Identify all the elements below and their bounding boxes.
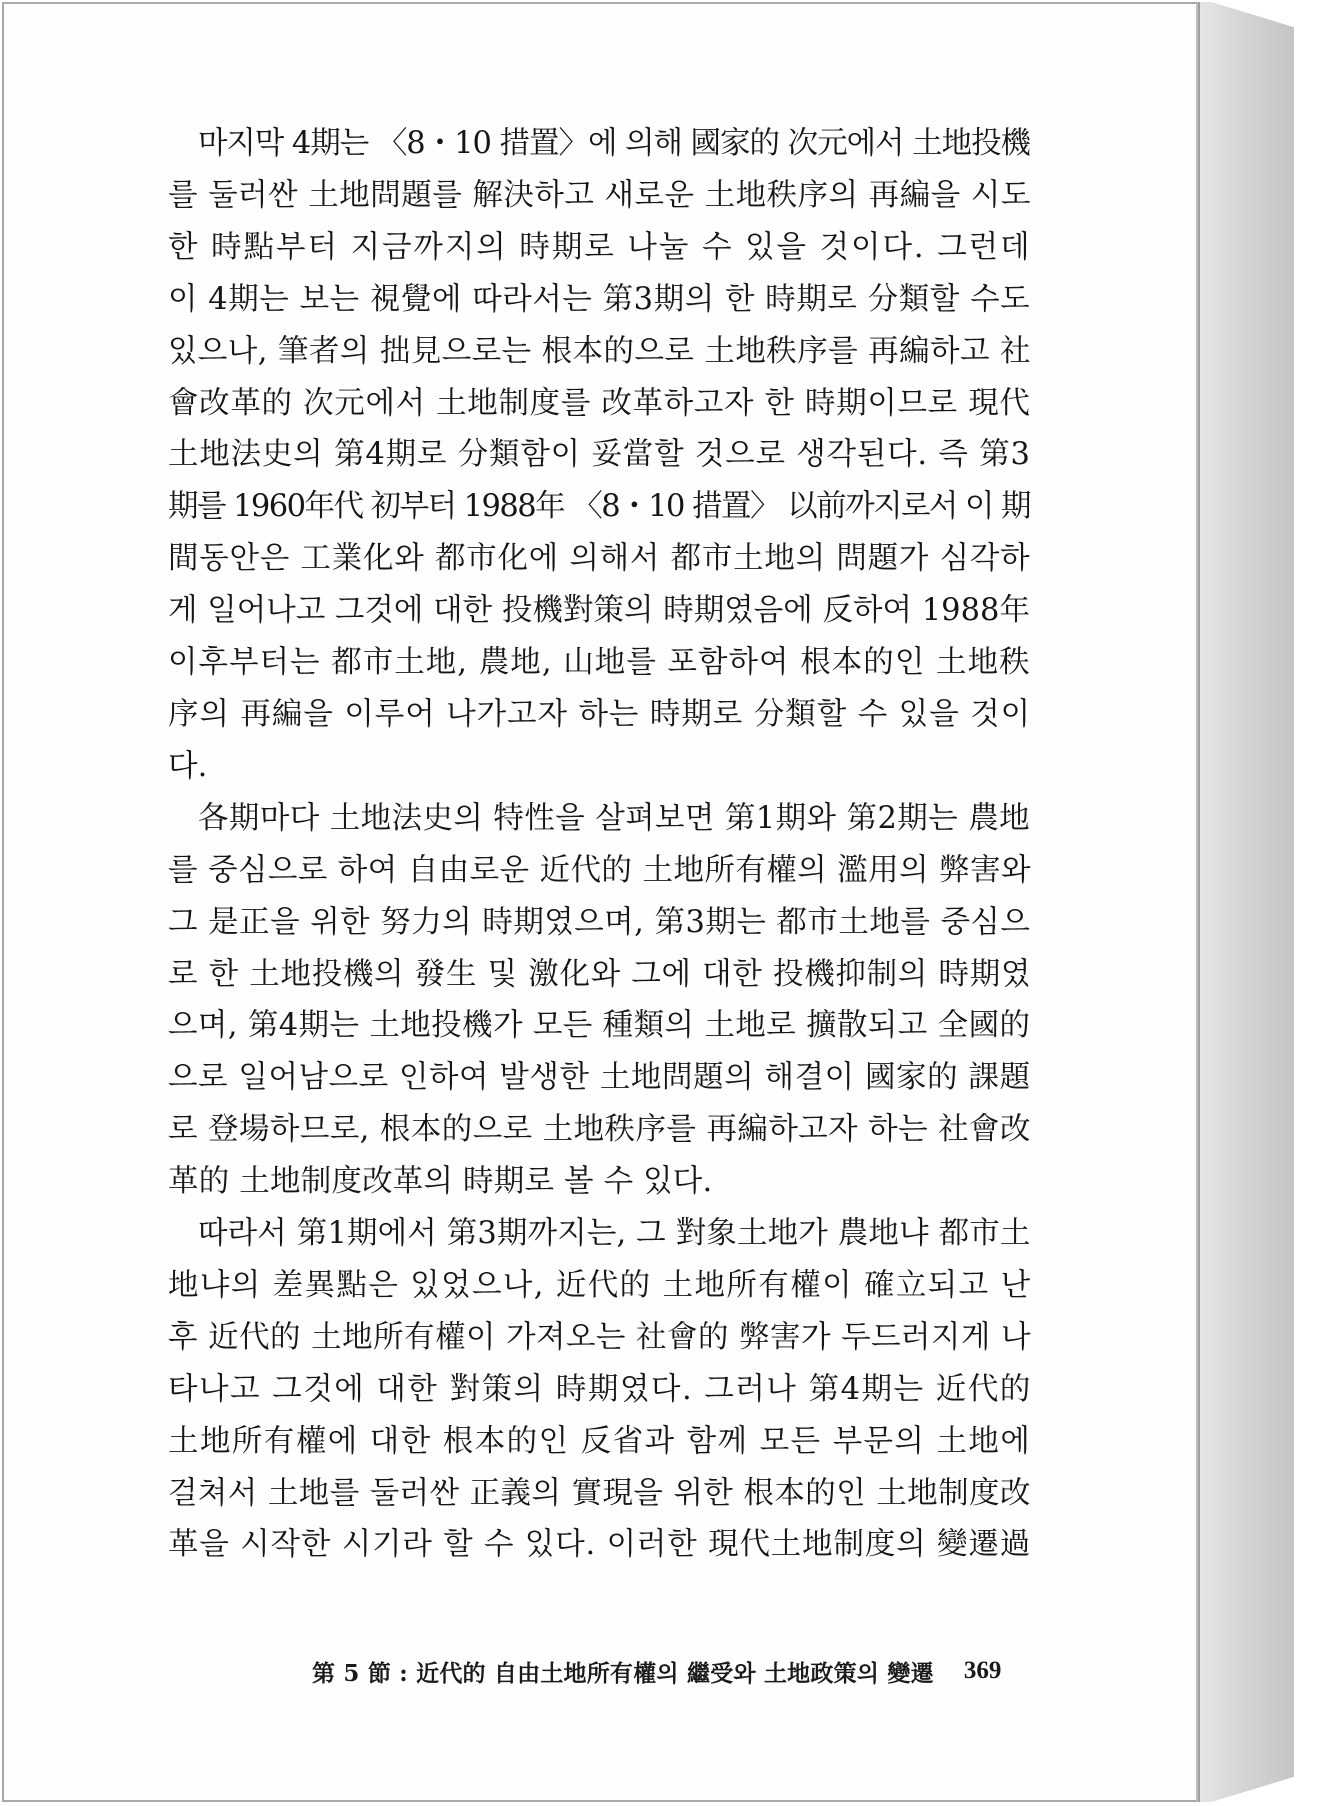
text-line: 게 일어나고 그것에 대한 投機對策의 時期였음에 反하여 1988年 — [168, 593, 1030, 629]
text-line: 타나고 그것에 대한 對策의 時期였다. 그러나 第4期는 近代的 — [168, 1371, 1032, 1407]
page-footer — [312, 1651, 1012, 1691]
page-edge-line — [1198, 2, 1200, 1802]
text-line: 를 중심으로 하여 自由로운 近代的 土地所有權의 濫用의 弊害와 — [168, 852, 1031, 888]
text-line: 마지막 4期는 〈8・10 措置〉에 의해 國家的 次元에서 土地投機 — [198, 126, 1030, 161]
text-line: 한 時點부터 지금까지의 時期로 나눌 수 있을 것이다. 그런데 — [168, 229, 1032, 265]
text-line: 다. — [168, 748, 208, 784]
text-line: 후 近代的 土地所有權이 가져오는 社會的 弊害가 두드러지게 나 — [168, 1319, 1031, 1355]
text-line: 革을 시작한 시기라 할 수 있다. 이러한 現代土地制度의 變遷過 — [168, 1527, 1032, 1563]
text-line: 그 是正을 위한 努力의 時期였으며, 第3期는 都市土地를 중심으 — [168, 904, 1031, 940]
text-line: 이 4期는 보는 視覺에 따라서는 第3期의 한 時期로 分類할 수도 — [168, 281, 1031, 317]
text-line: 으로 일어남으로 인하여 발생한 土地問題의 해결이 國家的 課題 — [168, 1060, 1031, 1096]
paragraph-2 — [168, 793, 1030, 1208]
text-line: 期를 1960年代 初부터 1988年 〈8・10 措置〉 以前까지로서 이 期 — [168, 489, 1030, 525]
text-line: 를 둘러싼 土地問題를 解決하고 새로운 土地秩序의 再編을 시도 — [168, 177, 1031, 213]
text-line: 各期마다 土地法史의 特性을 살펴보면 第1期와 第2期는 農地 — [198, 800, 1031, 836]
text-line: 있으나, 筆者의 拙見으로는 根本的으로 土地秩序를 再編하고 社 — [168, 333, 1031, 369]
text-line: 따라서 第1期에서 第3期까지는, 그 對象土地가 農地냐 都市土 — [198, 1216, 1031, 1252]
running-head: 第 5 節 : 近代的 自由土地所有權의 繼受와 土地政策의 變遷 — [312, 1659, 934, 1687]
text-line: 革的 土地制度改革의 時期로 볼 수 있다. — [168, 1164, 713, 1200]
page-number: 369 — [963, 1657, 1002, 1684]
body-text — [168, 118, 1030, 1571]
text-line: 土地法史의 第4期로 分類함이 妥當할 것으로 생각된다. 즉 第3 — [168, 437, 1031, 473]
paragraph-1 — [168, 118, 1030, 793]
text-line: 으며, 第4期는 土地投機가 모든 種類의 土地로 擴散되고 全國的 — [168, 1008, 1031, 1044]
text-line: 로 한 土地投機의 發生 및 激化와 그에 대한 投機抑制의 時期였 — [168, 956, 1032, 992]
text-line: 걸쳐서 土地를 둘러싼 正義의 實現을 위한 根本的인 土地制度改 — [168, 1475, 1031, 1511]
paragraph-3 — [168, 1208, 1030, 1571]
text-line: 序의 再編을 이루어 나가고자 하는 時期로 分類할 수 있을 것이 — [168, 696, 1032, 732]
text-line: 로 登場하므로, 根本的으로 土地秩序를 再編하고자 하는 社會改 — [168, 1112, 1031, 1148]
text-line: 이후부터는 都市土地, 農地, 山地를 포함하여 根本的인 土地秩 — [168, 645, 1031, 681]
text-line: 地냐의 差異點은 있었으나, 近代的 土地所有權이 確立되고 난 — [168, 1267, 1032, 1303]
text-line: 間동안은 工業化와 都市化에 의해서 都市土地의 問題가 심각하 — [168, 541, 1031, 577]
text-line: 會改革的 次元에서 土地制度를 改革하고자 한 時期이므로 現代 — [168, 385, 1031, 421]
book-page-edges — [1198, 2, 1294, 1802]
text-line: 土地所有權에 대한 根本的인 反省과 함께 모든 부문의 土地에 — [168, 1423, 1032, 1459]
